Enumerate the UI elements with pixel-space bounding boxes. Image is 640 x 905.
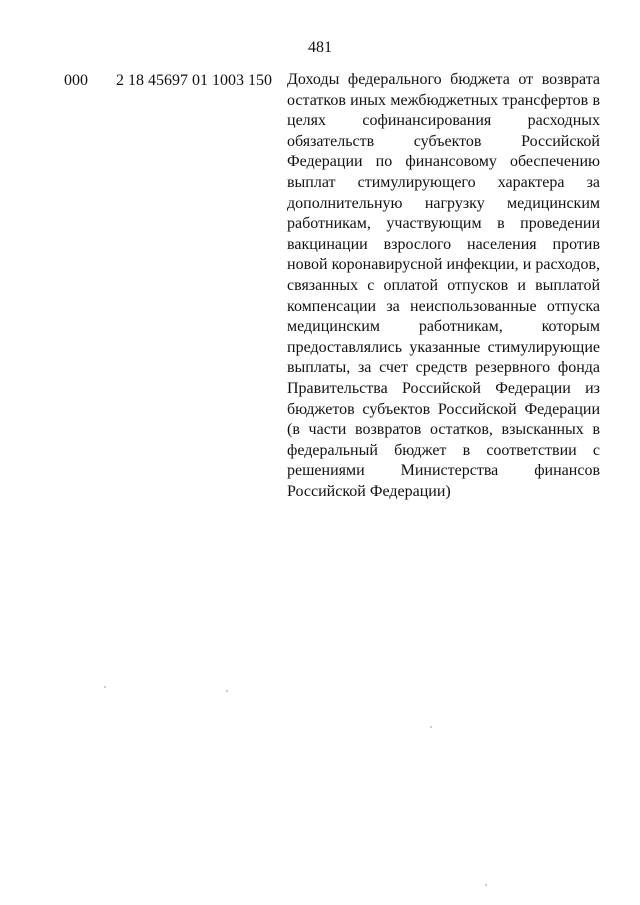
budget-classification-row: [0, 70, 640, 500]
administrator-code: 000: [64, 72, 88, 89]
page-number: 481: [308, 39, 332, 56]
income-description: Доходы федерального бюджета от возврата остатков иных межбюджетных трансфертов в целях софинансирования расходных обязательств субъектов Российской Федерации по финансовому обеспечению выплат стимулирующего характера за дополнительную нагрузку медицинским работникам, участвующим в проведении вакцинации взрослого населения против новой коронавирусной инфекции, и расходов, связанных с оплатой отпусков и выплатой компенсации за неиспользованные отпуска медицинским работникам, которым предоставлялись указанные стимулирующие выплаты, за счет средств резервного фонда Правительства Российской Федерации из бюджетов субъектов Российской Федерации (в части возвратов остатков, взысканных в федеральный бюджет в соответствии с решениями Министерства финансов Российской Федерации): [287, 71, 600, 500]
scan-artifact: [226, 690, 228, 692]
budget-classification-code: 2 18 45697 01 1003 150: [116, 72, 272, 89]
scan-artifact: [104, 686, 106, 688]
scan-artifact: [430, 726, 432, 728]
scan-artifact: [485, 884, 487, 886]
